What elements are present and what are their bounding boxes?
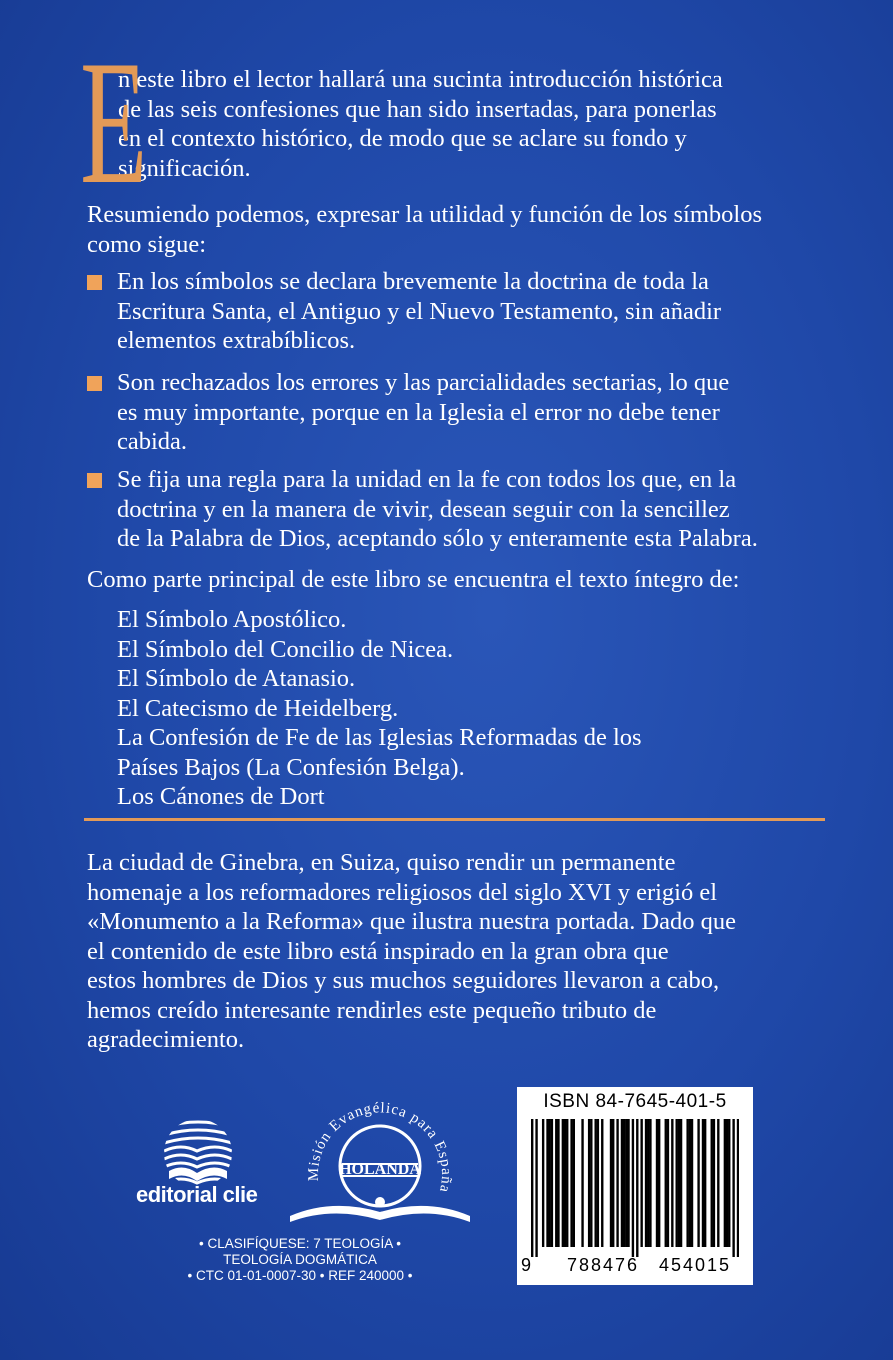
list-item: Los Cánones de Dort — [117, 783, 325, 810]
summary-paragraph — [87, 200, 847, 259]
isbn-barcode — [517, 1087, 753, 1285]
bullet-item — [87, 465, 847, 554]
barcode-bar — [570, 1119, 572, 1247]
barcode-bar — [711, 1119, 713, 1247]
classification-line: TEOLOGÍA DOGMÁTICA — [223, 1252, 377, 1267]
bullet-item — [87, 368, 847, 457]
barcode-bar — [627, 1119, 629, 1247]
barcode-bar — [549, 1119, 551, 1247]
list-item: La Confesión de Fe de las Iglesias Reformadas de los — [117, 724, 642, 751]
barcode-bar — [601, 1119, 603, 1247]
main-part-intro: Como parte principal de este libro se encuentra el texto íntegro de: — [87, 566, 740, 593]
tribute-line: estos hombres de Dios y sus muchos seguidores llevaron a cabo, — [87, 967, 720, 994]
intro-line: n este libro el lector hallará una sucinta introducción histórica — [118, 66, 723, 93]
barcode-left-digits: 788476 — [567, 1255, 640, 1275]
barcode-bar — [636, 1119, 638, 1257]
bullet-item — [87, 267, 847, 356]
tribute-paragraph — [87, 848, 847, 1055]
barcode-bar — [557, 1119, 559, 1247]
summary-line: Resumiendo podemos, expresar la utilidad y función de los símbolos — [87, 201, 763, 228]
barcode-bar — [737, 1119, 739, 1257]
barcode-bar — [676, 1119, 678, 1247]
barcode-bar — [573, 1119, 575, 1247]
barcode-bar — [713, 1119, 715, 1247]
barcode-bar — [724, 1119, 726, 1247]
bullet-line: Se fija una regla para la unidad en la fe con todos los que, en la — [117, 466, 737, 493]
partner-ring-text: Misión Evangélica para España — [305, 1100, 455, 1195]
barcode-bar — [726, 1119, 728, 1247]
barcode-bar — [566, 1119, 568, 1247]
barcode-bar — [680, 1119, 682, 1247]
intro-line: en el contexto histórico, de modo que se aclare su fondo y — [118, 125, 687, 152]
tribute-line: «Monumento a la Reforma» que ilustra nuestra portada. Dado que — [87, 908, 737, 935]
barcode-bar — [645, 1119, 647, 1247]
barcode-bar — [704, 1119, 706, 1247]
barcode-bar — [551, 1119, 553, 1247]
barcode-bar — [732, 1119, 734, 1257]
intro-line: significación. — [118, 154, 251, 182]
list-item: El Catecismo de Heidelberg. — [117, 694, 399, 722]
barcode-bar — [691, 1119, 693, 1247]
isbn-label: ISBN 84-7645-401-5 — [543, 1091, 727, 1112]
tribute-line: homenaje a los reformadores religiosos del siglo XVI y erigió el — [87, 878, 718, 906]
barcode-bar — [678, 1119, 680, 1247]
bullet-square-icon — [87, 473, 102, 488]
classification-block — [145, 1236, 455, 1284]
bullet-square-icon — [87, 376, 102, 391]
list-item: El Símbolo de Atanasio. — [117, 665, 356, 692]
barcode-bar — [625, 1119, 627, 1247]
list-item: El Símbolo del Concilio de Nicea. — [117, 635, 454, 663]
barcode-bar — [564, 1119, 566, 1247]
tribute-line: el contenido de este libro está inspirado en la gran obra que — [87, 937, 669, 965]
classification-line: • CLASIFÍQUESE: 7 TEOLOGÍA • — [198, 1236, 402, 1251]
summary-line: como sigue: — [87, 230, 207, 258]
barcode-bar — [535, 1119, 537, 1257]
barcode-bar — [623, 1119, 625, 1247]
svg-text:Misión Evangélica para España — [306, 1100, 454, 1194]
barcode-bar — [656, 1119, 658, 1247]
barcode-bar — [616, 1119, 618, 1247]
barcode-bar — [717, 1119, 719, 1247]
bullet-line: Son rechazados los errores y las parcialidades sectarias, lo que — [117, 369, 730, 396]
bullet-line: Escritura Santa, el Antiguo y el Nuevo Testamento, sin añadir — [117, 297, 722, 325]
bullet-line: de la Palabra de Dios, aceptando sólo y enteramente esta Palabra. — [117, 525, 758, 552]
barcode-bar — [665, 1119, 667, 1247]
bullet-line: cabida. — [117, 428, 188, 455]
barcode-bar — [689, 1119, 691, 1247]
barcode-bar — [686, 1119, 688, 1247]
barcode-bar — [531, 1119, 533, 1257]
intro-line: de las seis confesiones que han sido insertadas, para ponerlas — [118, 95, 717, 123]
section-divider — [84, 818, 825, 821]
barcode-bars — [531, 1119, 739, 1257]
tribute-line: La ciudad de Ginebra, en Suiza, quiso rendir un permanente — [87, 849, 676, 876]
barcode-bar — [612, 1119, 614, 1247]
barcode-bar — [671, 1119, 673, 1247]
bullet-line: es muy importante, porque en la Iglesia el error no debe tener — [117, 398, 720, 426]
partner-name: HOLANDA — [339, 1161, 421, 1178]
drop-cap: E — [80, 23, 148, 221]
bullet-line: doctrina y en la manera de vivir, desean seguir con la sencillez — [117, 495, 730, 523]
tribute-line: agradecimiento. — [87, 1026, 245, 1053]
bullet-line: En los símbolos se declara brevemente la doctrina de toda la — [117, 268, 709, 295]
publisher-name: editorial clie — [136, 1182, 258, 1207]
barcode-bar — [581, 1119, 583, 1247]
barcode-bar — [555, 1119, 557, 1247]
barcode-bar — [649, 1119, 651, 1247]
barcode-first-digit: 9 — [521, 1255, 532, 1275]
tribute-line: hemos creído interesante rendirles este pequeño tributo de — [87, 996, 657, 1024]
barcode-bar — [702, 1119, 704, 1247]
barcode-bar — [697, 1119, 699, 1247]
barcode-bar — [594, 1119, 596, 1247]
barcode-bar — [658, 1119, 660, 1247]
barcode-bar — [647, 1119, 649, 1247]
barcode-bar — [597, 1119, 599, 1247]
list-item: El Símbolo Apostólico. — [117, 606, 347, 633]
barcode-bar — [728, 1119, 730, 1247]
works-list — [117, 605, 817, 812]
barcode-bar — [590, 1119, 592, 1247]
barcode-bar — [610, 1119, 612, 1247]
barcode-bar — [667, 1119, 669, 1247]
barcode-bar — [588, 1119, 590, 1247]
barcode-bar — [546, 1119, 548, 1247]
barcode-bar — [632, 1119, 634, 1257]
bullet-square-icon — [87, 275, 102, 290]
barcode-bar — [621, 1119, 623, 1247]
classification-line: • CTC 01-01-0007-30 • REF 240000 • — [187, 1268, 413, 1283]
barcode-bar — [542, 1119, 544, 1247]
barcode-bar — [640, 1119, 642, 1247]
holanda-emblem-icon — [282, 1090, 477, 1230]
barcode-bar — [562, 1119, 564, 1247]
bullet-line: elementos extrabíblicos. — [117, 327, 356, 354]
barcode-right-digits: 454015 — [659, 1255, 732, 1275]
list-item: Países Bajos (La Confesión Belga). — [117, 753, 465, 781]
